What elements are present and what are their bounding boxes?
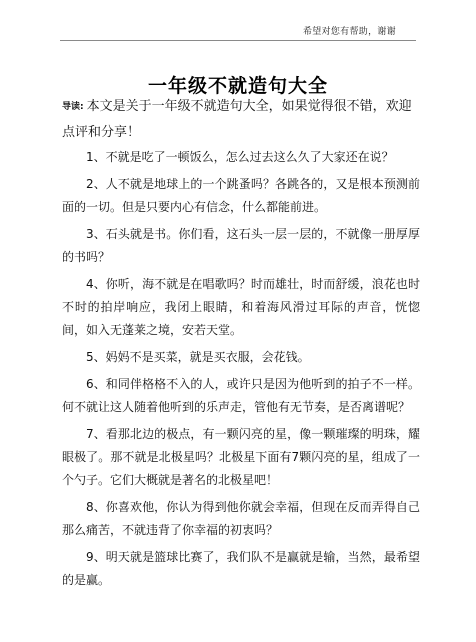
list-item: 2、人不就是地球上的一个跳蚤吗？各跳各的，又是根本预测前面的一切。但是只要内心有信念，什么都能前进。 (62, 177, 420, 214)
intro-text: 本文是关于一年级不就造句大全，如果觉得很不错，欢迎点评和分享！ (62, 99, 412, 140)
list-item: 6、和同伴格格不入的人，或许只是因为他听到的拍子不一样。何不就让这人随着他听到的乐声走，管他有无节奏，是否离谱呢？ (62, 377, 420, 414)
intro-label: 导读: (62, 102, 84, 112)
list-item: 1、不就是吃了一顿饭么，怎么过去这么久了大家还在说？ (86, 150, 394, 164)
document-title: 一年级不就造句大全 (147, 74, 328, 97)
list-item: 7、看那北边的极点，有一颗闪亮的星，像一颗璀璨的明珠，耀眼极了。那不就是北极星吗？北极星下面有7颗闪亮的星，组成了一个勺子。它们大概就是著名的北极星吧！ (62, 427, 420, 487)
sentence-list (62, 146, 420, 596)
list-item: 4、你听，海不就是在唱歌吗？时而雄壮，时而舒缓，浪花也时不时的拍岸响应，我闭上眼睛，和着海风滑过耳际的声音，恍惚间，如入无蓬莱之境，安若天堂。 (62, 277, 420, 337)
list-item: 8、你喜欢他，你认为得到他你就会幸福，但现在反而弄得自己那么痛苦，不就违背了你幸福的初衷吗？ (62, 500, 420, 537)
header-note: 希望对您有帮助，谢谢 (302, 27, 396, 37)
list-item: 9、明天就是篮球比赛了，我们队不是赢就是输，当然，最希望的是赢。 (62, 550, 420, 587)
intro-paragraph (62, 94, 422, 145)
list-item: 3、石头就是书。你们看，这石头一层一层的，不就像一册厚厚的书吗？ (62, 227, 420, 264)
list-item: 5、妈妈不是买菜，就是买衣服，会花钱。 (86, 350, 310, 364)
header-divider (60, 40, 416, 41)
